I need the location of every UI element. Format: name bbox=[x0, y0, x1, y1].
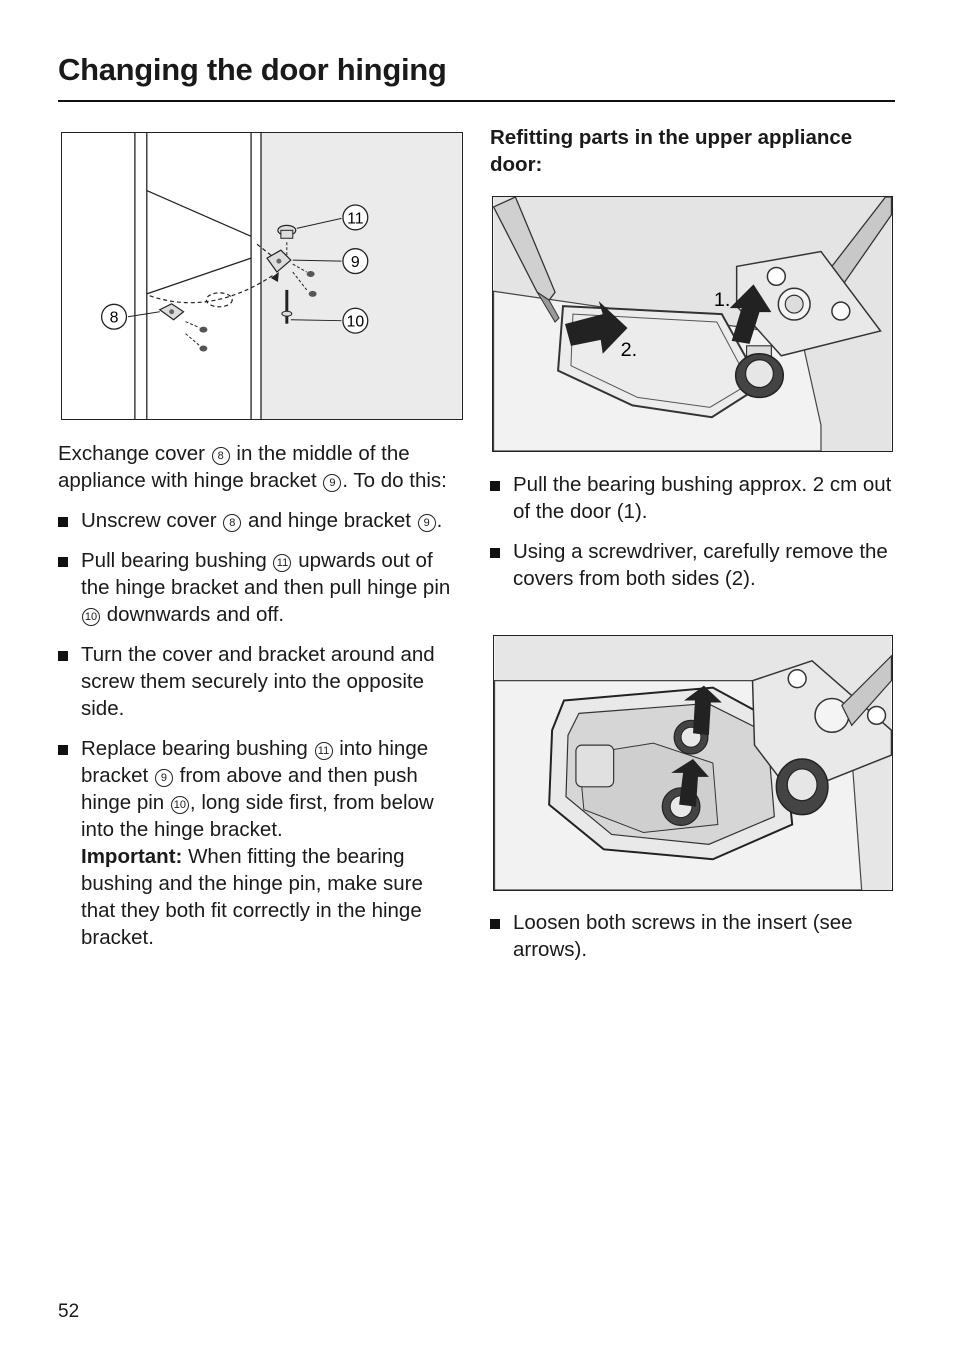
ref-10: 10 bbox=[171, 796, 189, 814]
bullet-square bbox=[58, 745, 68, 755]
bullet-square bbox=[58, 517, 68, 527]
ref-11: 11 bbox=[315, 742, 333, 760]
section-subheading: Refitting parts in the upper appliance door: bbox=[490, 126, 853, 176]
bushing-removal-photo bbox=[492, 196, 893, 452]
bullet-square bbox=[490, 481, 500, 491]
list-item: Using a screwdriver, carefully remove the covers from both sides (2). bbox=[490, 538, 895, 592]
bullet-square bbox=[58, 557, 68, 567]
list-item: Turn the cover and bracket around and screw them securely into the opposite side. bbox=[58, 641, 458, 722]
page-title: Changing the door hinging bbox=[58, 52, 447, 87]
list-item: Loosen both screws in the insert (see arrows). bbox=[490, 909, 895, 963]
list-item: Replace bearing bushing 11 into hinge bracket 9 from above and then push hinge pin 10 , long side first, from below into the hinge bracket. Important: When fitting the bearing bushing and the hinge pin, make sure that they both fit correctly in the hinge bracket. bbox=[58, 735, 458, 951]
callout-8: 8 bbox=[109, 309, 119, 327]
important-text: When fitting the bearing bushing and the hinge pin, make sure that they both fit correctly in the hinge bracket. bbox=[81, 845, 423, 949]
title-rule bbox=[58, 100, 895, 102]
ref-9: 9 bbox=[323, 474, 341, 492]
bullet-square bbox=[490, 548, 500, 558]
insert-screws-photo bbox=[493, 635, 893, 891]
callout-11: 11 bbox=[347, 210, 364, 228]
step-2-label: 2. bbox=[620, 338, 638, 361]
important-label: Important: bbox=[81, 845, 183, 868]
hinge-bracket-diagram bbox=[61, 132, 463, 420]
list-item: Unscrew cover 8 and hinge bracket 9 . bbox=[58, 507, 458, 534]
ref-11: 11 bbox=[273, 554, 291, 572]
callout-9: 9 bbox=[350, 254, 360, 272]
ref-8: 8 bbox=[223, 514, 241, 532]
list-item: Pull the bearing bushing approx. 2 cm out of the door (1). bbox=[490, 471, 895, 525]
callout-10: 10 bbox=[346, 313, 365, 331]
bullet-square bbox=[490, 919, 500, 929]
page-number: 52 bbox=[58, 1301, 80, 1322]
bullet-square bbox=[58, 651, 68, 661]
ref-8: 8 bbox=[212, 447, 230, 465]
ref-10: 10 bbox=[82, 608, 100, 626]
intro-paragraph: Exchange cover 8 in the middle of the appliance with hinge bracket 9 . To do this: bbox=[58, 442, 447, 492]
ref-9: 9 bbox=[155, 769, 173, 787]
list-item: Pull bearing bushing 11 upwards out of the hinge bracket and then pull hinge pin 10 downwards and off. bbox=[58, 547, 458, 628]
step-1-label: 1. bbox=[713, 289, 731, 312]
ref-9: 9 bbox=[418, 514, 436, 532]
